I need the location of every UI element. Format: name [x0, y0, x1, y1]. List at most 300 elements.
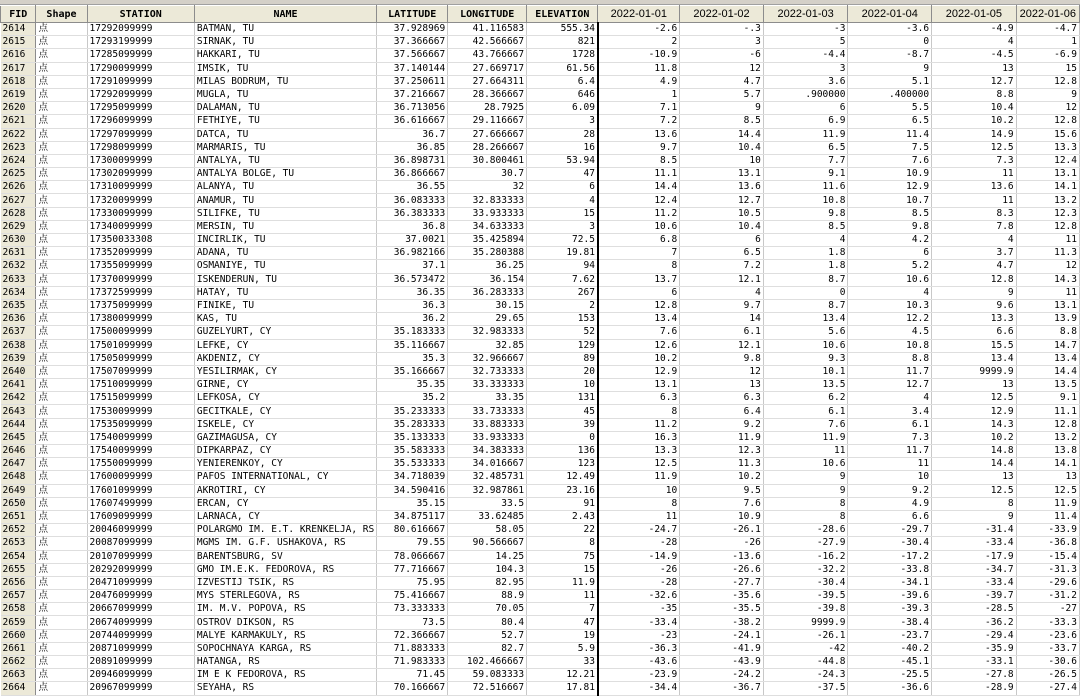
table-cell[interactable]: 33.333333	[448, 379, 527, 392]
table-row[interactable]	[1, 484, 1080, 497]
table-cell[interactable]: 27.664311	[448, 75, 527, 88]
table-cell[interactable]: 11.8	[598, 62, 680, 75]
table-row[interactable]	[1, 326, 1080, 339]
table-cell[interactable]: 11.9	[527, 576, 598, 589]
table-cell[interactable]: 9999.9	[763, 616, 848, 629]
table-cell[interactable]: 17375099999	[87, 299, 194, 312]
table-cell[interactable]: 12	[1016, 102, 1079, 115]
table-cell[interactable]: 点	[36, 497, 87, 510]
table-cell[interactable]: GECITKALE, CY	[194, 405, 376, 418]
table-cell[interactable]: 6.8	[598, 234, 680, 247]
table-cell[interactable]: 13.4	[1016, 352, 1079, 365]
table-cell[interactable]: ANAMUR, TU	[194, 194, 376, 207]
table-cell[interactable]: 点	[36, 603, 87, 616]
table-cell[interactable]: 12.2	[848, 313, 932, 326]
table-cell[interactable]: 10.2	[932, 115, 1017, 128]
table-cell[interactable]: 35.2	[377, 392, 448, 405]
column-header-station[interactable]: STATION	[87, 6, 194, 23]
row-fid-cell[interactable]: 2638	[1, 339, 36, 352]
table-cell[interactable]: 1	[598, 88, 680, 101]
table-cell[interactable]: 12.1	[680, 339, 764, 352]
table-cell[interactable]: 6.3	[598, 392, 680, 405]
table-cell[interactable]: 点	[36, 102, 87, 115]
table-row[interactable]	[1, 431, 1080, 444]
row-fid-cell[interactable]: 2615	[1, 36, 36, 49]
table-cell[interactable]: 17609099999	[87, 510, 194, 523]
table-cell[interactable]: 6.1	[848, 418, 932, 431]
table-cell[interactable]: 555.34	[527, 23, 598, 36]
row-fid-cell[interactable]: 2626	[1, 181, 36, 194]
table-cell[interactable]: 13	[932, 471, 1017, 484]
table-cell[interactable]: -36.6	[848, 682, 932, 695]
table-cell[interactable]: 71.45	[377, 669, 448, 682]
table-cell[interactable]: 34.633333	[448, 220, 527, 233]
table-cell[interactable]: 36.8	[377, 220, 448, 233]
table-cell[interactable]: 9	[848, 62, 932, 75]
table-cell[interactable]: 17380099999	[87, 313, 194, 326]
table-cell[interactable]: GMO IM.E.K. FEDOROVA, RS	[194, 563, 376, 576]
table-cell[interactable]: 点	[36, 484, 87, 497]
table-cell[interactable]: 11	[763, 445, 848, 458]
table-cell[interactable]: BARENTSBURG, SV	[194, 550, 376, 563]
row-fid-cell[interactable]: 2654	[1, 550, 36, 563]
table-cell[interactable]: 7.5	[848, 141, 932, 154]
table-cell[interactable]: 0	[763, 286, 848, 299]
table-cell[interactable]: -38.2	[680, 616, 764, 629]
table-cell[interactable]: 11.9	[763, 431, 848, 444]
table-cell[interactable]: 20667099999	[87, 603, 194, 616]
row-fid-cell[interactable]: 2637	[1, 326, 36, 339]
row-fid-cell[interactable]: 2645	[1, 431, 36, 444]
table-cell[interactable]: 13.3	[598, 445, 680, 458]
row-fid-cell[interactable]: 2622	[1, 128, 36, 141]
table-cell[interactable]: 22	[527, 524, 598, 537]
table-cell[interactable]: ADANA, TU	[194, 247, 376, 260]
table-cell[interactable]: 6.4	[527, 75, 598, 88]
table-cell[interactable]: -14.9	[598, 550, 680, 563]
table-cell[interactable]: 13.6	[932, 181, 1017, 194]
table-cell[interactable]: -10.9	[598, 49, 680, 62]
table-cell[interactable]: -35.9	[932, 642, 1017, 655]
table-cell[interactable]: 8.3	[932, 207, 1017, 220]
table-cell[interactable]: SILIFKE, TU	[194, 207, 376, 220]
table-cell[interactable]: 17292099999	[87, 88, 194, 101]
row-fid-cell[interactable]: 2642	[1, 392, 36, 405]
table-cell[interactable]: 9.8	[680, 352, 764, 365]
table-cell[interactable]: 8	[527, 537, 598, 550]
table-cell[interactable]: 9.1	[1016, 392, 1079, 405]
table-cell[interactable]: 10.6	[848, 273, 932, 286]
table-cell[interactable]: 35.280388	[448, 247, 527, 260]
table-cell[interactable]: 0	[527, 431, 598, 444]
table-cell[interactable]: 11	[848, 458, 932, 471]
table-cell[interactable]: 72.5	[527, 234, 598, 247]
table-cell[interactable]: 37.566667	[377, 49, 448, 62]
table-cell[interactable]: 10.6	[763, 339, 848, 352]
table-cell[interactable]: 点	[36, 141, 87, 154]
table-cell[interactable]: -35	[598, 603, 680, 616]
table-cell[interactable]: 30.15	[448, 299, 527, 312]
table-cell[interactable]: 6.5	[848, 115, 932, 128]
table-cell[interactable]: MGMS IM. G.F. USHAKOVA, RS	[194, 537, 376, 550]
table-cell[interactable]: 13	[680, 379, 764, 392]
row-fid-cell[interactable]: 2617	[1, 62, 36, 75]
table-cell[interactable]: 点	[36, 392, 87, 405]
table-cell[interactable]: 5.9	[527, 642, 598, 655]
table-cell[interactable]: 20871099999	[87, 642, 194, 655]
table-cell[interactable]: 29.65	[448, 313, 527, 326]
table-cell[interactable]: -29.7	[848, 524, 932, 537]
table-cell[interactable]: 35.133333	[377, 431, 448, 444]
table-cell[interactable]: 14.8	[932, 445, 1017, 458]
table-cell[interactable]: 8	[598, 260, 680, 273]
table-cell[interactable]: 9.1	[763, 168, 848, 181]
table-cell[interactable]: 36.573472	[377, 273, 448, 286]
table-cell[interactable]: 11.6	[763, 181, 848, 194]
table-cell[interactable]: 12.9	[848, 181, 932, 194]
row-fid-cell[interactable]: 2658	[1, 603, 36, 616]
table-cell[interactable]: YESILIRMAK, CY	[194, 365, 376, 378]
table-cell[interactable]: -27	[1016, 603, 1079, 616]
table-cell[interactable]: 13.5	[763, 379, 848, 392]
table-cell[interactable]: 点	[36, 207, 87, 220]
table-cell[interactable]: ALANYA, TU	[194, 181, 376, 194]
table-row[interactable]	[1, 194, 1080, 207]
table-cell[interactable]: 35.3	[377, 352, 448, 365]
table-cell[interactable]: 7	[527, 603, 598, 616]
table-cell[interactable]: 32.983333	[448, 326, 527, 339]
table-cell[interactable]: 9	[763, 471, 848, 484]
table-cell[interactable]: 14.4	[598, 181, 680, 194]
table-cell[interactable]: -27.8	[932, 669, 1017, 682]
table-cell[interactable]: 17302099999	[87, 168, 194, 181]
table-row[interactable]	[1, 88, 1080, 101]
table-row[interactable]	[1, 207, 1080, 220]
table-cell[interactable]: -8.7	[848, 49, 932, 62]
table-cell[interactable]: 4.2	[848, 234, 932, 247]
table-cell[interactable]: -25.5	[848, 669, 932, 682]
table-cell[interactable]: 1728	[527, 49, 598, 62]
table-cell[interactable]: 33.35	[448, 392, 527, 405]
table-cell[interactable]: 53.94	[527, 154, 598, 167]
table-cell[interactable]: 17540099999	[87, 431, 194, 444]
table-cell[interactable]: -15.4	[1016, 550, 1079, 563]
table-cell[interactable]: 12.7	[932, 75, 1017, 88]
table-cell[interactable]: 17510099999	[87, 379, 194, 392]
table-cell[interactable]: 10.5	[680, 207, 764, 220]
row-fid-cell[interactable]: 2648	[1, 471, 36, 484]
table-cell[interactable]: 17330099999	[87, 207, 194, 220]
table-cell[interactable]: 13.1	[1016, 168, 1079, 181]
table-cell[interactable]: 3.7	[932, 247, 1017, 260]
table-cell[interactable]: 35.166667	[377, 365, 448, 378]
row-fid-cell[interactable]: 2627	[1, 194, 36, 207]
table-cell[interactable]: 点	[36, 616, 87, 629]
column-header-longitude[interactable]: LONGITUDE	[448, 6, 527, 23]
table-cell[interactable]: -36.8	[1016, 537, 1079, 550]
table-cell[interactable]: 28.266667	[448, 141, 527, 154]
table-cell[interactable]: GUZELYURT, CY	[194, 326, 376, 339]
table-cell[interactable]: 123	[527, 458, 598, 471]
table-cell[interactable]: 20946099999	[87, 669, 194, 682]
table-cell[interactable]: -33.4	[932, 537, 1017, 550]
table-cell[interactable]: -24.7	[598, 524, 680, 537]
table-cell[interactable]: 20476099999	[87, 590, 194, 603]
table-cell[interactable]: 36.083333	[377, 194, 448, 207]
table-cell[interactable]: 20967099999	[87, 682, 194, 695]
table-cell[interactable]: INCIRLIK, TU	[194, 234, 376, 247]
table-cell[interactable]: HAKKARI, TU	[194, 49, 376, 62]
table-cell[interactable]: 14.4	[680, 128, 764, 141]
row-fid-cell[interactable]: 2651	[1, 510, 36, 523]
table-cell[interactable]: 35.283333	[377, 418, 448, 431]
table-cell[interactable]: 12.7	[680, 194, 764, 207]
row-fid-cell[interactable]: 2623	[1, 141, 36, 154]
table-cell[interactable]: 17320099999	[87, 194, 194, 207]
table-cell[interactable]: PAFOS INTERNATIONAL, CY	[194, 471, 376, 484]
table-cell[interactable]: 17297099999	[87, 128, 194, 141]
table-cell[interactable]: 36.713056	[377, 102, 448, 115]
table-row[interactable]	[1, 458, 1080, 471]
table-cell[interactable]: 14.7	[1016, 339, 1079, 352]
table-cell[interactable]: 1.8	[763, 247, 848, 260]
row-fid-cell[interactable]: 2664	[1, 682, 36, 695]
table-cell[interactable]: 7.6	[598, 326, 680, 339]
table-row[interactable]	[1, 62, 1080, 75]
table-cell[interactable]: 点	[36, 115, 87, 128]
table-cell[interactable]: 17601099999	[87, 484, 194, 497]
table-cell[interactable]: OSMANIYE, TU	[194, 260, 376, 273]
table-cell[interactable]: -29.6	[1016, 576, 1079, 589]
table-cell[interactable]: 13.2	[1016, 431, 1079, 444]
table-cell[interactable]: 10.8	[763, 194, 848, 207]
table-cell[interactable]: 13	[932, 62, 1017, 75]
table-cell[interactable]: 36.2	[377, 313, 448, 326]
table-cell[interactable]: 14.9	[932, 128, 1017, 141]
table-cell[interactable]: 71.883333	[377, 642, 448, 655]
table-cell[interactable]: 15.6	[1016, 128, 1079, 141]
table-cell[interactable]: SEYAHA, RS	[194, 682, 376, 695]
table-cell[interactable]: 12.4	[1016, 154, 1079, 167]
table-cell[interactable]: LEFKE, CY	[194, 339, 376, 352]
table-row[interactable]	[1, 379, 1080, 392]
table-cell[interactable]: -39.6	[848, 590, 932, 603]
table-cell[interactable]: 37.366667	[377, 36, 448, 49]
table-cell[interactable]: 9.3	[763, 352, 848, 365]
table-cell[interactable]: 4.7	[932, 260, 1017, 273]
table-cell[interactable]: 17285099999	[87, 49, 194, 62]
table-cell[interactable]: 17535099999	[87, 418, 194, 431]
table-cell[interactable]: 9	[680, 102, 764, 115]
table-cell[interactable]: 点	[36, 62, 87, 75]
table-cell[interactable]: 32.966667	[448, 352, 527, 365]
table-cell[interactable]: -39.3	[848, 603, 932, 616]
table-cell[interactable]: 17505099999	[87, 352, 194, 365]
table-cell[interactable]: 17515099999	[87, 392, 194, 405]
table-cell[interactable]: -35.6	[680, 590, 764, 603]
table-cell[interactable]: 点	[36, 524, 87, 537]
table-cell[interactable]: -17.2	[848, 550, 932, 563]
table-cell[interactable]: 12.8	[1016, 220, 1079, 233]
table-cell[interactable]: ERCAN, CY	[194, 497, 376, 510]
table-cell[interactable]: 28	[527, 128, 598, 141]
table-cell[interactable]: 6.9	[763, 115, 848, 128]
table-cell[interactable]: POLARGMO IM. E.T. KRENKELJA, RS	[194, 524, 376, 537]
table-row[interactable]	[1, 603, 1080, 616]
table-cell[interactable]: 37.250611	[377, 75, 448, 88]
table-cell[interactable]: 17298099999	[87, 141, 194, 154]
table-row[interactable]	[1, 154, 1080, 167]
row-fid-cell[interactable]: 2647	[1, 458, 36, 471]
table-cell[interactable]: HATAY, TU	[194, 286, 376, 299]
table-cell[interactable]: 41.116583	[448, 23, 527, 36]
table-cell[interactable]: 17372599999	[87, 286, 194, 299]
row-fid-cell[interactable]: 2635	[1, 299, 36, 312]
table-cell[interactable]: 47	[527, 168, 598, 181]
table-cell[interactable]: 104.3	[448, 563, 527, 576]
table-cell[interactable]: 13.6	[598, 128, 680, 141]
table-cell[interactable]: 58.05	[448, 524, 527, 537]
table-cell[interactable]: 6.3	[680, 392, 764, 405]
table-row[interactable]	[1, 286, 1080, 299]
table-cell[interactable]: 30.7	[448, 168, 527, 181]
table-cell[interactable]: 79.55	[377, 537, 448, 550]
table-cell[interactable]: -26	[598, 563, 680, 576]
table-cell[interactable]: 9.8	[848, 220, 932, 233]
table-cell[interactable]: 17355099999	[87, 260, 194, 273]
table-cell[interactable]: 11.1	[598, 168, 680, 181]
table-cell[interactable]: 19.81	[527, 247, 598, 260]
table-cell[interactable]: 70.166667	[377, 682, 448, 695]
table-cell[interactable]: 14	[680, 313, 764, 326]
table-cell[interactable]: 35.533333	[377, 458, 448, 471]
table-cell[interactable]: 20107099999	[87, 550, 194, 563]
table-row[interactable]	[1, 656, 1080, 669]
table-cell[interactable]: 12.5	[932, 392, 1017, 405]
row-fid-cell[interactable]: 2649	[1, 484, 36, 497]
table-cell[interactable]: 34.016667	[448, 458, 527, 471]
table-cell[interactable]: 36.7	[377, 128, 448, 141]
table-cell[interactable]: 3	[763, 62, 848, 75]
table-row[interactable]	[1, 405, 1080, 418]
table-cell[interactable]: KAS, TU	[194, 313, 376, 326]
table-row[interactable]	[1, 524, 1080, 537]
table-cell[interactable]: 点	[36, 682, 87, 695]
table-cell[interactable]: .900000	[763, 88, 848, 101]
table-cell[interactable]: 5.1	[848, 75, 932, 88]
table-cell[interactable]: HATANGA, RS	[194, 656, 376, 669]
table-cell[interactable]: 28.366667	[448, 88, 527, 101]
table-cell[interactable]: 10.9	[848, 168, 932, 181]
table-cell[interactable]: 36.898731	[377, 154, 448, 167]
table-cell[interactable]: 129	[527, 339, 598, 352]
table-cell[interactable]: 94	[527, 260, 598, 273]
row-fid-cell[interactable]: 2634	[1, 286, 36, 299]
table-cell[interactable]: 点	[36, 260, 87, 273]
table-cell[interactable]: 36.283333	[448, 286, 527, 299]
table-cell[interactable]: 11	[932, 168, 1017, 181]
table-cell[interactable]: 13.3	[1016, 141, 1079, 154]
table-cell[interactable]: 13.3	[932, 313, 1017, 326]
table-cell[interactable]: AKDENIZ, CY	[194, 352, 376, 365]
table-cell[interactable]: -26.5	[1016, 669, 1079, 682]
table-cell[interactable]: 点	[36, 669, 87, 682]
table-cell[interactable]: 6.5	[763, 141, 848, 154]
table-cell[interactable]: -3	[763, 23, 848, 36]
table-cell[interactable]: 12.3	[680, 445, 764, 458]
table-cell[interactable]: 6	[527, 181, 598, 194]
table-cell[interactable]: 32.833333	[448, 194, 527, 207]
table-cell[interactable]: -32.6	[598, 590, 680, 603]
table-cell[interactable]: -28.5	[932, 603, 1017, 616]
table-cell[interactable]: 10.3	[848, 299, 932, 312]
table-cell[interactable]: -41.9	[680, 642, 764, 655]
table-cell[interactable]: 10.4	[680, 141, 764, 154]
table-cell[interactable]: 6.5	[680, 247, 764, 260]
table-cell[interactable]: 34.875117	[377, 510, 448, 523]
table-cell[interactable]: 17310099999	[87, 181, 194, 194]
table-cell[interactable]: 30.800461	[448, 154, 527, 167]
row-fid-cell[interactable]: 2652	[1, 524, 36, 537]
table-cell[interactable]: 36.3	[377, 299, 448, 312]
table-cell[interactable]: 点	[36, 154, 87, 167]
table-cell[interactable]: 17291099999	[87, 75, 194, 88]
table-cell[interactable]: 17540099999	[87, 445, 194, 458]
table-cell[interactable]: 23.16	[527, 484, 598, 497]
table-cell[interactable]: AKROTIRI, CY	[194, 484, 376, 497]
table-cell[interactable]: 11	[1016, 286, 1079, 299]
table-cell[interactable]: 35.183333	[377, 326, 448, 339]
table-cell[interactable]: 0	[848, 36, 932, 49]
table-cell[interactable]: 10.6	[763, 458, 848, 471]
table-row[interactable]	[1, 629, 1080, 642]
table-row[interactable]	[1, 365, 1080, 378]
table-cell[interactable]: 17.81	[527, 682, 598, 695]
table-cell[interactable]: 36.383333	[377, 207, 448, 220]
table-cell[interactable]: -29.4	[932, 629, 1017, 642]
table-cell[interactable]: FETHIYE, TU	[194, 115, 376, 128]
table-cell[interactable]: -43.6	[598, 656, 680, 669]
table-row[interactable]	[1, 75, 1080, 88]
table-cell[interactable]: 136	[527, 445, 598, 458]
column-header-2022-01-01[interactable]: 2022-01-01	[598, 6, 680, 23]
table-cell[interactable]: 267	[527, 286, 598, 299]
table-cell[interactable]: 点	[36, 194, 87, 207]
table-cell[interactable]: 34.718039	[377, 471, 448, 484]
table-cell[interactable]: 14.4	[1016, 365, 1079, 378]
table-cell[interactable]: 13.9	[1016, 313, 1079, 326]
table-cell[interactable]: 点	[36, 418, 87, 431]
table-cell[interactable]: 8.7	[763, 273, 848, 286]
table-cell[interactable]: 点	[36, 313, 87, 326]
table-cell[interactable]: 点	[36, 88, 87, 101]
table-cell[interactable]: 5	[763, 36, 848, 49]
table-cell[interactable]: -35.5	[680, 603, 764, 616]
table-cell[interactable]: 11.7	[848, 445, 932, 458]
column-header-fid[interactable]: FID	[1, 6, 36, 23]
table-cell[interactable]: 75	[527, 550, 598, 563]
table-cell[interactable]: 点	[36, 431, 87, 444]
table-cell[interactable]: 45	[527, 405, 598, 418]
table-cell[interactable]: ANTALYA BOLGE, TU	[194, 168, 376, 181]
table-cell[interactable]: 点	[36, 656, 87, 669]
row-fid-cell[interactable]: 2618	[1, 75, 36, 88]
table-cell[interactable]: 11.2	[598, 418, 680, 431]
table-cell[interactable]: 10.4	[932, 102, 1017, 115]
table-cell[interactable]: 点	[36, 286, 87, 299]
table-cell[interactable]: 8.5	[598, 154, 680, 167]
table-row[interactable]	[1, 392, 1080, 405]
